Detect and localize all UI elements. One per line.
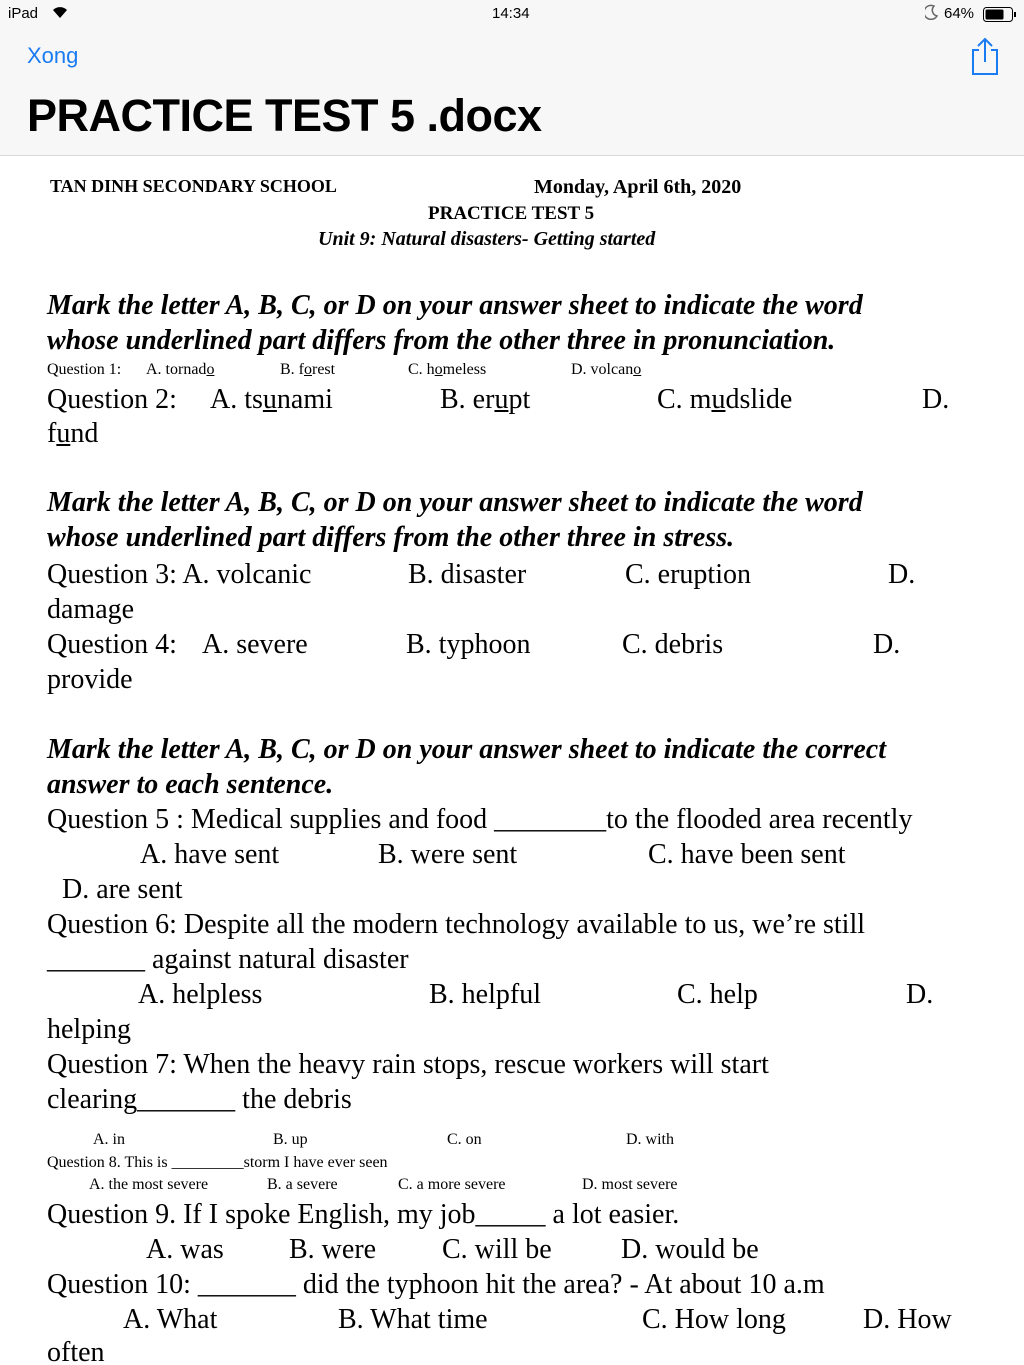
moon-icon (925, 4, 939, 24)
question-9-option-d: D. would be (621, 1234, 759, 1265)
question-6-line-1: Question 6: Despite all the modern technology available to us, we’re still (47, 909, 866, 940)
question-5-option-b: B. were sent (378, 839, 518, 870)
question-8-option-d: D. most severe (582, 1176, 678, 1193)
question-8-option-a: A. the most severe (89, 1176, 209, 1193)
done-button[interactable]: Xong (27, 43, 79, 68)
question-1-option-d: D. volcano (571, 361, 642, 378)
question-6-option-d: helping (47, 1014, 131, 1045)
question-2-option-c: C. mudslide (657, 384, 793, 415)
navigation-bar (0, 30, 1024, 156)
question-3-option-d-letter: D. (888, 559, 916, 590)
question-1-option-c: C. homeless (408, 361, 487, 378)
question-10-option-c: C. How long (642, 1304, 786, 1335)
question-4-option-d-letter: D. (873, 629, 901, 660)
question-7-option-c: C. on (447, 1131, 482, 1148)
question-2-label: Question 2: (47, 384, 177, 415)
question-1-option-b: B. forest (280, 361, 336, 378)
question-6-option-c: C. help (677, 979, 758, 1010)
device-name: iPad (8, 5, 39, 22)
question-8-option-b: B. a severe (267, 1176, 338, 1193)
test-date: Monday, April 6th, 2020 (534, 176, 742, 198)
question-10-option-a: A. What (123, 1304, 218, 1335)
question-5-option-a: A. have sent (140, 839, 280, 870)
question-5-option-d: D. are sent (62, 874, 183, 905)
question-7-line-2: clearing_______ the debris (47, 1084, 352, 1115)
wifi-icon (50, 4, 70, 24)
document-view[interactable] (0, 156, 1024, 1365)
test-title: PRACTICE TEST 5 (428, 203, 595, 224)
question-3-label: Question 3: A. volcanic (47, 559, 312, 590)
question-9-option-a: A. was (146, 1234, 224, 1265)
question-1-label: Question 1: (47, 361, 122, 378)
question-7-option-d: D. with (626, 1131, 674, 1148)
question-7-option-a: A. in (93, 1131, 125, 1148)
instruction-1-line-2: whose underlined part differs from the other three in pronunciation. (47, 325, 836, 356)
question-9-text: Question 9. If I spoke English, my job_____ a lot easier. (47, 1199, 680, 1230)
question-3-option-c: C. eruption (625, 559, 751, 590)
question-3-option-d: damage (47, 594, 135, 625)
question-10-option-d: D. How (863, 1304, 952, 1335)
instruction-2-line-2: whose underlined part differs from the other three in stress. (47, 522, 735, 553)
question-3-option-b: B. disaster (408, 559, 527, 590)
question-5-text: Question 5 : Medical supplies and food ________to the flooded area recently (47, 804, 913, 835)
question-2-option-d-letter: D. (922, 384, 950, 415)
question-8-option-c: C. a more severe (398, 1176, 506, 1193)
question-4-option-d: provide (47, 664, 133, 695)
question-2-option-d: fund (47, 418, 99, 449)
instruction-3-line-1: Mark the letter A, B, C, or D on your answer sheet to indicate the correct (47, 734, 886, 765)
question-6-option-d-letter: D. (906, 979, 934, 1010)
question-7-option-b: B. up (273, 1131, 308, 1148)
question-10-option-d-cont: often (47, 1337, 105, 1365)
question-6-option-a: A. helpless (138, 979, 263, 1010)
share-icon[interactable] (970, 36, 1000, 76)
unit-title: Unit 9: Natural disasters- Getting started (318, 228, 656, 250)
question-4-option-b: B. typhoon (406, 629, 531, 660)
question-2-option-a: A. tsunami (210, 384, 333, 415)
question-4-option-a: A. severe (202, 629, 308, 660)
question-4-label: Question 4: (47, 629, 177, 660)
school-name: TAN DINH SECONDARY SCHOOL (50, 176, 337, 196)
question-10-text: Question 10: _______ did the typhoon hit the area? - At about 10 a.m (47, 1269, 825, 1300)
question-5-option-c: C. have been sent (648, 839, 846, 870)
question-6-line-2: _______ against natural disaster (47, 944, 409, 975)
question-4-option-c: C. debris (622, 629, 724, 660)
question-10-option-b: B. What time (338, 1304, 488, 1335)
instruction-3-line-2: answer to each sentence. (47, 769, 334, 800)
page-title: PRACTICE TEST 5 .docx (27, 90, 542, 141)
question-6-option-b: B. helpful (429, 979, 541, 1010)
question-8-text: Question 8. This is _________storm I have ever seen (47, 1154, 388, 1171)
instruction-2-line-1: Mark the letter A, B, C, or D on your answer sheet to indicate the word (47, 487, 863, 518)
instruction-1-line-1: Mark the letter A, B, C, or D on your answer sheet to indicate the word (47, 290, 863, 321)
clock: 14:34 (492, 5, 530, 22)
question-1-option-a: A. tornado (146, 361, 215, 378)
question-9-option-c: C. will be (442, 1234, 552, 1265)
battery-percent: 64% (944, 5, 975, 22)
status-bar (0, 0, 1024, 30)
battery-icon (983, 7, 1017, 27)
question-2-option-b: B. erupt (440, 384, 531, 415)
question-9-option-b: B. were (289, 1234, 377, 1265)
question-7-line-1: Question 7: When the heavy rain stops, rescue workers will start (47, 1049, 769, 1080)
